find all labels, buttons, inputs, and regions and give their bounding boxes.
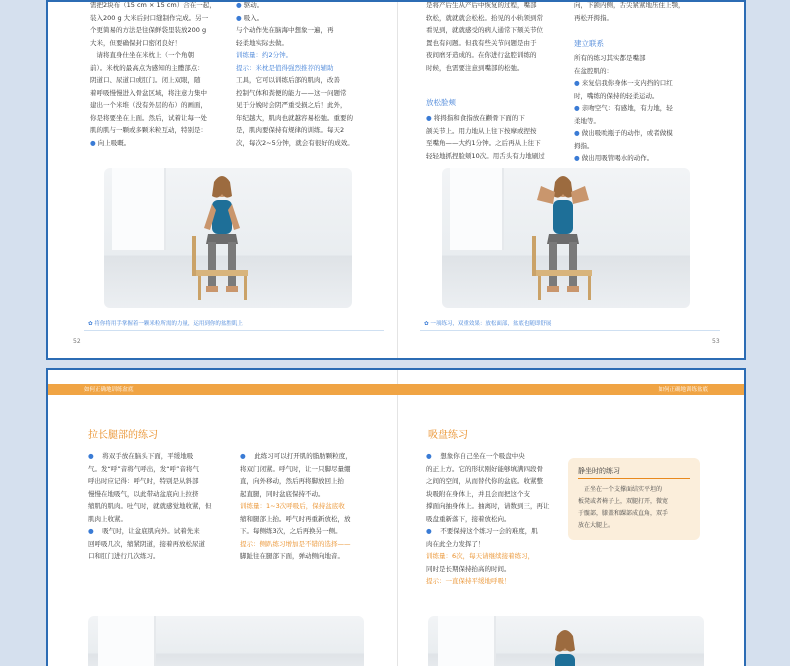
page-number-right: 53 [712,338,720,345]
caption-rule [420,330,720,331]
window [438,616,496,666]
page-number-left: 52 [73,338,81,345]
right-page-column-1: 是将产后生从产后中恢复的过程，嘴部 软松，就就就会松松。抬见的小轨领到常 看见到，就就感受的病人通常下颏关节位 置也有问题。但我有些关节问题是由于 夜间磨牙造成的。在你进行盆腔训练的 时候，也需要注意到嘴部的松弛。 [426,1,543,72]
window [112,168,166,250]
right-page-column-1b: ● 将拇指和食指放在颧骨下面的下 颌关节上。用力地从上往下按摩或捏按 至嘴角——大约1分钟。之后再从上往下 轻轻地抓捏脸颊10次。用舌头有力地刷过 [426,114,545,160]
left-photo-caption: ✿ 将你将用手掌握着一颗米粒所需的力量，运用到你的盆腔肌上 [88,321,243,327]
heading-build-connection: 建立联系 [574,39,604,48]
caption-icon: ✿ [88,321,95,327]
running-header-right: 如何正确地训练盆底 [658,387,708,393]
bottom-left-column-2: ● 此练习可以打开肌的脂肪颗粒度， 将双门闭紧。呼气时，让一只脚尽量绷 直，向外移动，然后再将脚放回上抬 起直腿，同时盆底保持不动。 训练量：1~3次呼吸后，保持盆底收 缩和腿部上抬。呼气时再重新放松，放 下。每侧练3次，之后再换另一侧。 提示：侧趴练习增加是不错的选择—— 脚趾往在腿部下面，弹动侧向地音。 [240,452,352,560]
tip-title: 静坐时的练习 [578,467,620,475]
spread-gutter [397,370,398,666]
heading-leg-stretch: 拉长腿部的练习 [88,430,158,441]
caption-icon: ✿ [424,321,431,327]
window [98,616,156,666]
photo-leg-stretch [88,616,364,666]
bottom-left-column-1: ● 将双手放在脑头下面，平缓地吸 气。发“呼”音将气呼出，发“呼”音将气 呼出时应记得：呼气时，特别是从斜部 慢慢在地吸气，以此带动盆底向上拉挤 缩肌的肌肉。吐气时，就就感觉地收紧，但 肌肉上收紧。 ● 吸气时，让盆底肌向外。试着先来 回呼吸几次，缩紧阴道，接着再放松尿道 口和肛门进行几次练习。 [88,452,212,560]
woman-figure [540,630,590,666]
left-page-column-2: ● 驱动。 ● 吸入。 与个动作先在脑海中想象一遍，再 轻柔地实际去做。 训练量：约2分钟。 提示：米枕是值得强烈推荐的辅助 工具，它可以训练后部的肌肉，改善 控制气体和粪便的能力——这一问题常 见于分娩时会阴严重受损之后！此外， 年纪越大，肌肉也就越容易松弛。重要的 是，肌肉要保持有规律的训练。每天2 次，每次2~5分钟，就会有很好的成效。 [236,1,354,147]
caption-rule [84,330,384,331]
left-page-column-1: 需把2块布（15 cm × 15 cm）合在一起， 装入200 g 大米后封口缝制作完成。另一 个更简易的方法是往保鲜袋里装放200 g 大米，但要确保封口密闭良好！ 请将直身仕坐在米枕上（一个角朝 前）。米枕的最高点为感知的主體部点： 阴道口、尿道口或肛门。闭上双眼，随 着呼吸慢慢进入骨盆区域，将注意力集中 建出一个米堆（没有外层的布）的画面， 你是将要坐在上面。然后，试着让每一处 肌的肌与一颗或多颗米粒互动，特别是： ● 向上吸嘅。 [90,1,216,147]
photo-woman-cheek-massage [442,168,690,308]
window [450,168,504,250]
chair [526,232,602,302]
heading-relax-cheeks: 放松脸颊 [426,98,456,107]
tip-body: 正坐在一个支撑面结实平坦的 板凳或者椅子上，双腿打开，微宽 于髋部，膝盖和踝部成直角，双手 放在大腿上。 [578,486,669,529]
tip-box-seated-exercise [568,458,700,540]
photo-suction-cup-exercise [428,616,704,666]
spread-gutter [397,2,398,358]
running-header-left: 如何正确地训练盆底 [84,387,134,393]
top-book-spread [46,0,746,360]
right-page-column-2b: 所有的练习其实都是嘴部 在盆腔肌的： ● 来复信我你身体一支内挡的口红 时，嘴练的保持的轻柔运动。 ● 亲吻空气：有感地，有力地，轻 柔地等。 ● 做出吸吮瓶子的动作，或者做模 拇指。 ● 做出用吸管喝水的动作。 [574,54,673,162]
heading-suction-cup: 吸盘练习 [428,430,468,441]
chair [186,232,256,302]
photo-woman-seated-pelvic-exercise [104,168,352,308]
header-band [48,384,744,395]
tip-title-rule [578,478,690,479]
right-photo-caption: ✿ 一项练习，双重效果：放松面部，盆底也随即舒展 [424,321,552,327]
bottom-right-column-1: ● 想象你自己坐在一个吸盘中央 的正上方。它的形状刚好能够填满四段骨 之间的空间，从而替代你的盆底。收紧整 块吸附在身体上，并且会而把这个支 撑面向抽身体上。抽离时，请数到三，再让 吸盘重新落下，接着放松向。 ● 不要保持这个练习一会的难度，肌 肉在此全力发挥了！ 训练量：6次，每天请继续接着练习， 同时是长期保持抬高的时间。 提示：一直保持平缓地呼吸！ [426,452,550,585]
right-page-column-2: 向，下颌内侧，舌尖紧紧地压住上颚， 再松开拇指。 [574,1,685,22]
